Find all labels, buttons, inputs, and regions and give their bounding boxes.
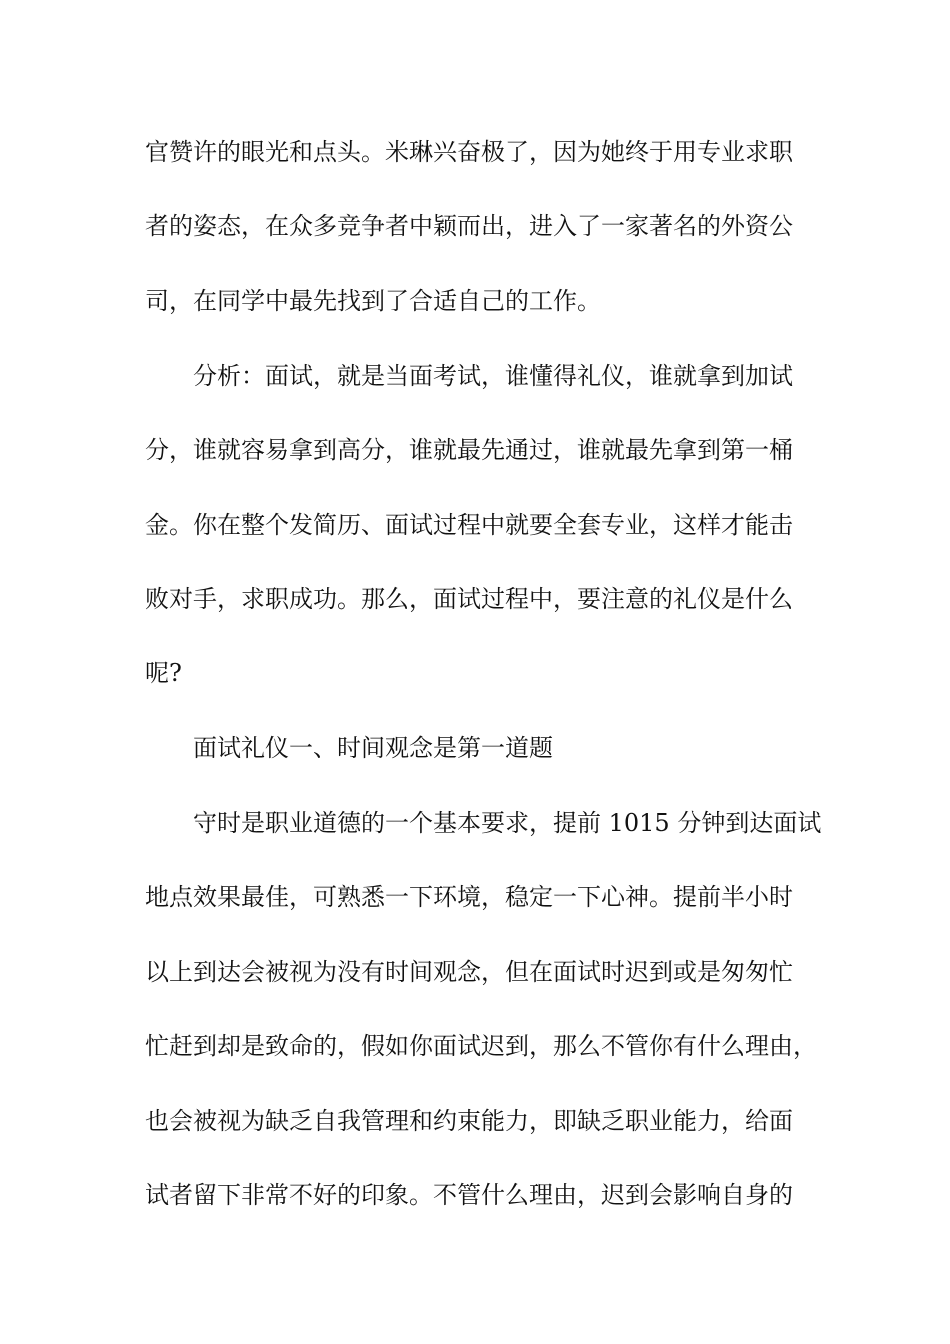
paragraph-line: 分，谁就容易拿到高分，谁就最先通过，谁就最先拿到第一桶: [145, 436, 793, 464]
paragraph-line: 也会被视为缺乏自我管理和约束能力，即缺乏职业能力，给面: [145, 1107, 793, 1135]
paragraph-line: 分析：面试，就是当面考试，谁懂得礼仪，谁就拿到加试: [193, 362, 793, 390]
paragraph-line: 忙赶到却是致命的，假如你面试迟到，那么不管你有什么理由，: [145, 1032, 817, 1060]
paragraph-line: 以上到达会被视为没有时间观念，但在面试时迟到或是匆匆忙: [145, 958, 793, 986]
section-heading: 面试礼仪一、时间观念是第一道题: [193, 734, 553, 762]
paragraph-line: 者的姿态，在众多竞争者中颖而出，进入了一家著名的外资公: [145, 212, 793, 240]
paragraph-line: 呢?: [145, 659, 182, 687]
paragraph-line: 地点效果最佳，可熟悉一下环境，稳定一下心神。提前半小时: [145, 883, 793, 911]
paragraph-line: 官赞许的眼光和点头。米琳兴奋极了，因为她终于用专业求职: [145, 138, 793, 166]
paragraph-line: 败对手，求职成功。那么，面试过程中，要注意的礼仪是什么: [145, 585, 793, 613]
paragraph-line: 试者留下非常不好的印象。不管什么理由，迟到会影响自身的: [145, 1181, 793, 1209]
paragraph-line: 金。你在整个发简历、面试过程中就要全套专业，这样才能击: [145, 511, 793, 539]
paragraph-line: 司，在同学中最先找到了合适自己的工作。: [145, 287, 601, 315]
paragraph-line: 守时是职业道德的一个基本要求，提前 1015 分钟到达面试: [193, 809, 822, 837]
